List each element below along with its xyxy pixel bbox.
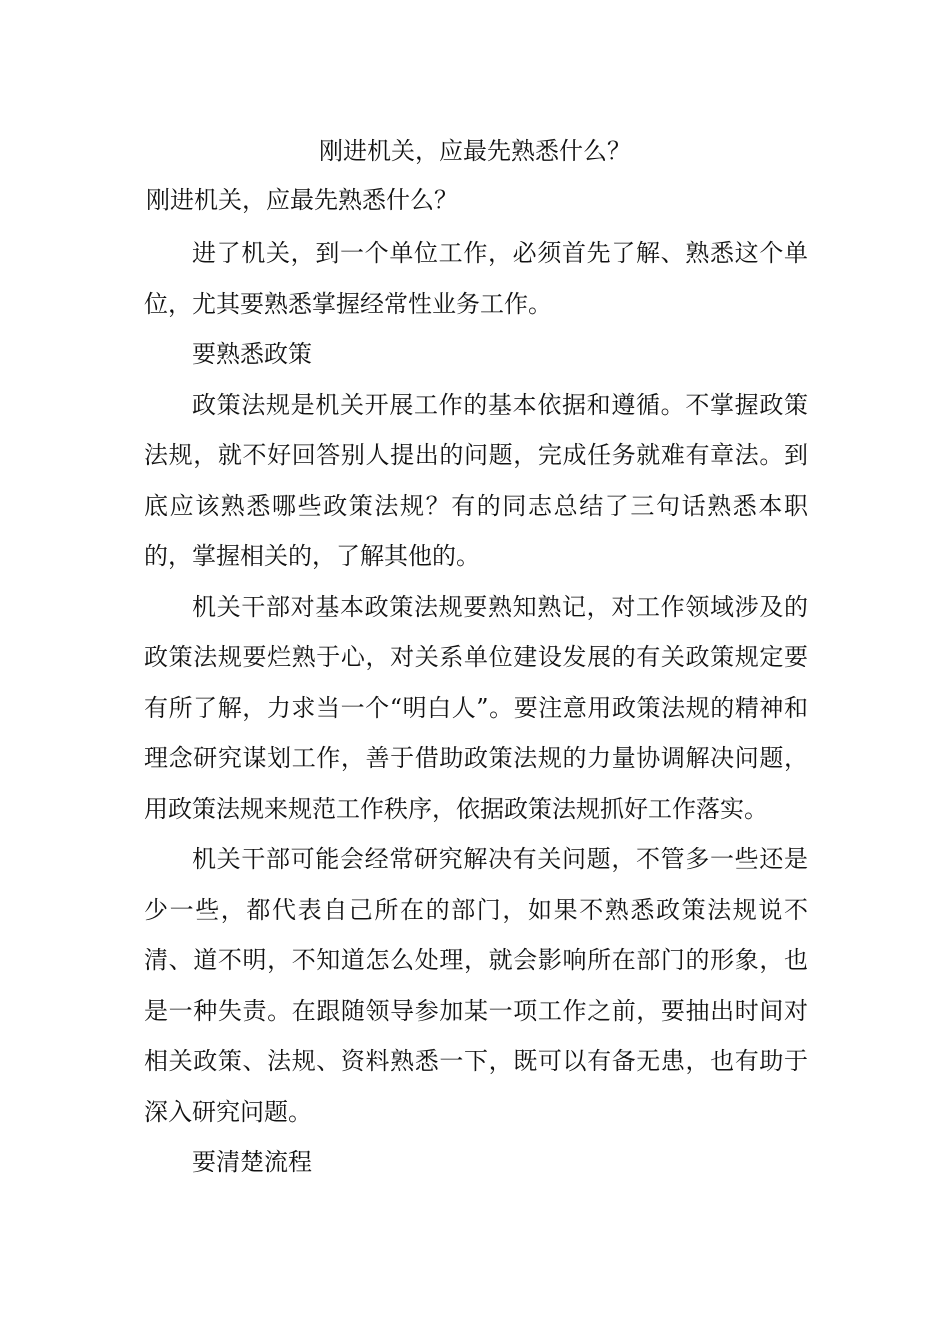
paragraph-policy-familiarity: 机关干部对基本政策法规要熟知熟记，对工作领域涉及的政策法规要烂熟于心，对关系单位建设发展的有关政策规定要有所了解，力求当一个“明白人”。要注意用政策法规的精神和理念研究谋划工作，善于借助政策法规的力量协调解决问题，用政策法规来规范工作秩序，依据政策法规抓好工作落实。	[144, 592, 808, 823]
document-subtitle: 刚进机关，应最先熟悉什么？	[146, 186, 458, 214]
document-body	[144, 228, 808, 1188]
section-heading-process: 要清楚流程	[192, 1148, 312, 1176]
paragraph-policy-basis: 政策法规是机关开展工作的基本依据和遵循。不掌握政策法规，就不好回答别人提出的问题，完成任务就难有章法。到底应该熟悉哪些政策法规？有的同志总结了三句话熟悉本职的，掌握相关的，了解其他的。	[144, 390, 808, 570]
section-heading-policy: 要熟悉政策	[192, 340, 312, 368]
paragraph-intro: 进了机关，到一个单位工作，必须首先了解、熟悉这个单位，尤其要熟悉掌握经常性业务工作。	[144, 239, 808, 318]
document-title: 刚进机关，应最先熟悉什么？	[319, 137, 631, 165]
paragraph-policy-responsibility: 机关干部可能会经常研究解决有关问题，不管多一些还是少一些，都代表自己所在的部门，如果不熟悉政策法规说不清、道不明，不知道怎么处理，就会影响所在部门的形象，也是一种失责。在跟随领导参加某一项工作之前，要抽出时间对相关政策、法规、资料熟悉一下，既可以有备无患，也有助于深入研究问题。	[144, 845, 808, 1126]
